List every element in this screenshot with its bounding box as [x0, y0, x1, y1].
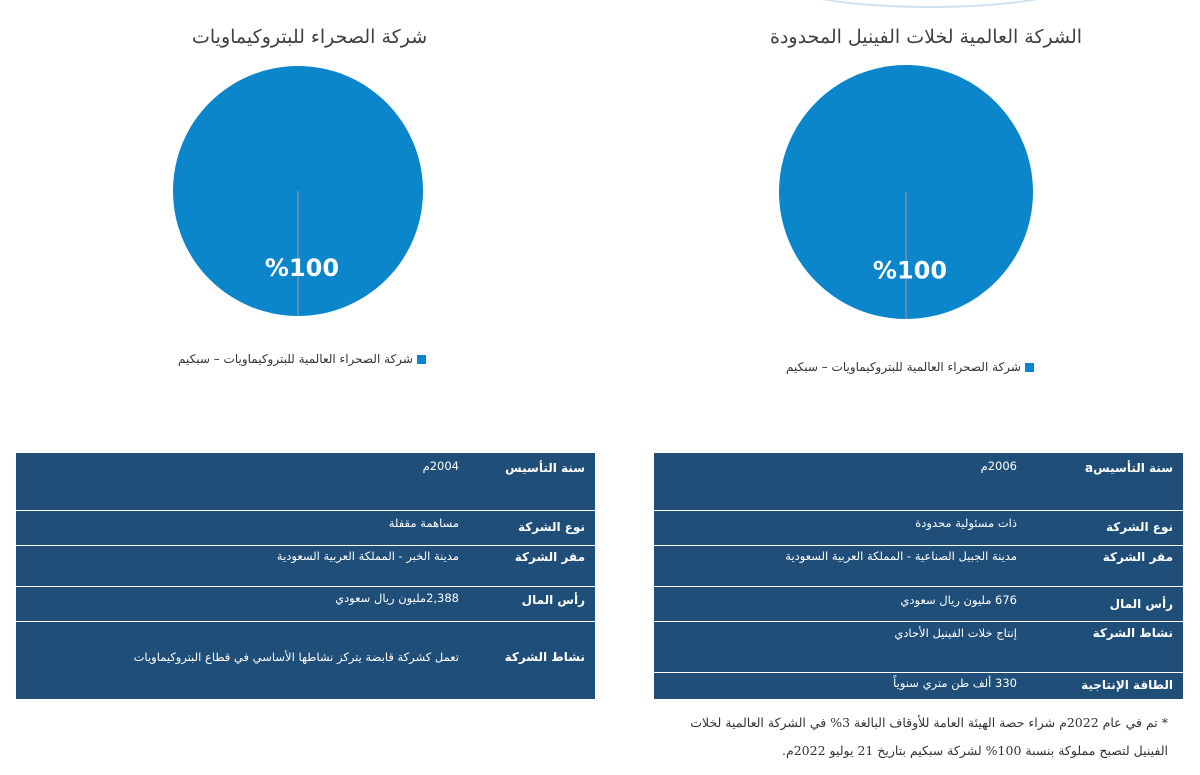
info-table-sahara — [16, 453, 595, 699]
row-value: إنتاج خلات الفينيل الأحادي — [894, 626, 1017, 640]
legend-label: شركة الصحراء العالمية للبتروكيماويات – سبكيم — [178, 352, 413, 366]
row-value: 676 مليون ريال سعودي — [900, 593, 1017, 607]
pie-data-label: %100 — [264, 254, 340, 282]
row-label: سنة التأسيس — [505, 461, 585, 475]
row-value: مساهمة مقفلة — [388, 516, 459, 530]
row-value: تعمل كشركة قابضة يتركز نشاطها الأساسي في قطاع البتروكيماويات — [133, 650, 459, 664]
pie-chart-sahara — [0, 0, 600, 400]
legend-swatch — [417, 355, 426, 364]
row-value: 2006م — [980, 459, 1017, 473]
table-row — [16, 587, 595, 622]
table-row — [16, 622, 595, 699]
table-row — [654, 511, 1183, 546]
row-label: الطاقة الإنتاجية — [1081, 678, 1173, 692]
row-value: ذات مسئولية محدودة — [915, 516, 1017, 530]
legend-label: شركة الصحراء العالمية للبتروكيماويات – سبكيم — [786, 360, 1021, 374]
table-row — [16, 511, 595, 546]
row-label: نشاط الشركة — [1092, 626, 1173, 640]
table-row — [654, 546, 1183, 587]
table-row — [16, 546, 595, 587]
row-label: مقر الشركة — [514, 550, 585, 564]
pie-chart-vinyl — [600, 0, 1200, 400]
table-row — [654, 673, 1183, 699]
footnote-line-1: * تم في عام 2022م شراء حصة الهيئة العامة للأوقاف البالغة 3% في الشركة العالمية لخلات — [690, 715, 1168, 730]
row-label: نوع الشركة — [1106, 520, 1173, 534]
table-row — [654, 453, 1183, 511]
row-value: 2004م — [422, 459, 459, 473]
table-row — [16, 453, 595, 511]
row-label: نشاط الشركة — [504, 650, 585, 664]
chart-title-vinyl: الشركة العالمية لخلات الفينيل المحدودة — [770, 26, 1083, 48]
row-value: مدينة الجبيل الصناعية - المملكة العربية السعودية — [785, 549, 1017, 563]
footnote-line-2: الفينيل لتصبح مملوكة بنسبة 100% لشركة سبكيم بتاريخ 21 يوليو 2022م. — [782, 743, 1168, 758]
row-label: رأس المال — [521, 593, 585, 607]
legend-vinyl — [786, 360, 1034, 374]
table-row — [654, 587, 1183, 622]
row-label: سنة التأسيسa — [1085, 461, 1173, 475]
row-label: رأس المال — [1109, 597, 1173, 611]
row-label: مقر الشركة — [1102, 550, 1173, 564]
pie-data-label: %100 — [872, 256, 948, 285]
legend-swatch — [1025, 363, 1034, 372]
legend-sahara — [178, 352, 426, 366]
info-table-vinyl — [654, 453, 1183, 699]
row-label: نوع الشركة — [518, 520, 585, 534]
row-value: 330 ألف طن متري سنوياً — [893, 676, 1017, 690]
row-value: 2,388مليون ريال سعودي — [335, 591, 459, 605]
table-row — [654, 622, 1183, 673]
row-value: مدينة الخبر - المملكة العربية السعودية — [276, 549, 459, 563]
chart-title-sahara: شركة الصحراء للبتروكيماويات — [192, 26, 428, 48]
